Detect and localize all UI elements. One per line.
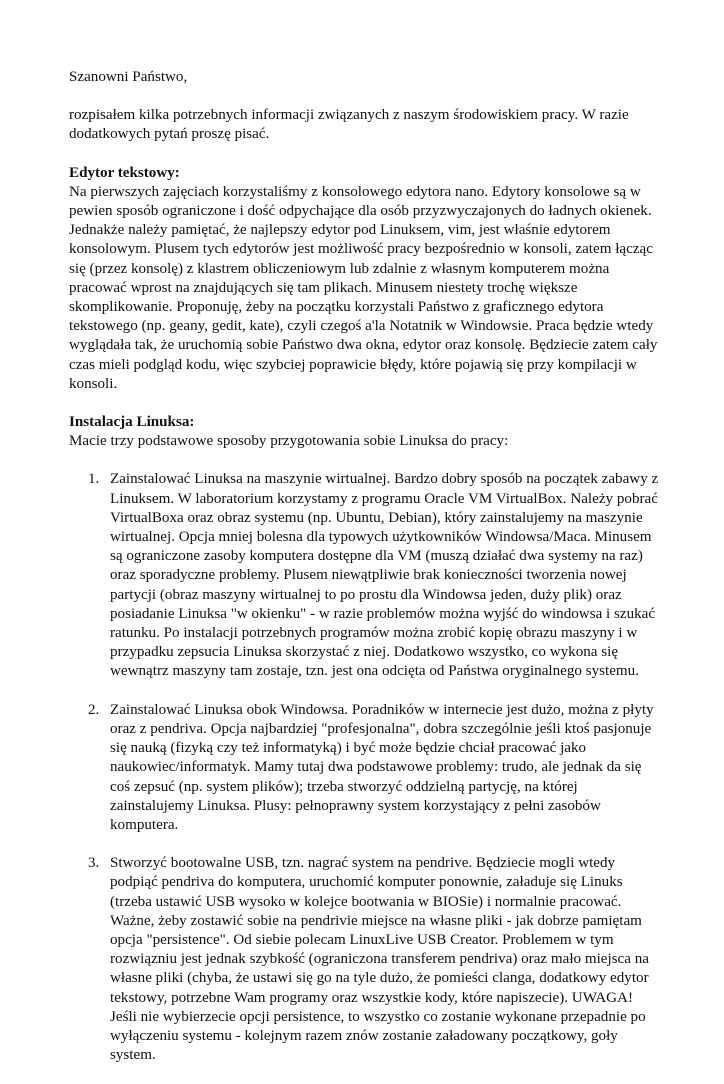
list-item-number: 1.: [88, 471, 100, 488]
editor-section-heading: Edytor tekstowy:: [69, 164, 180, 181]
list-item-number: 3.: [88, 855, 100, 872]
install-section: [69, 413, 661, 1065]
greeting: Szanowni Państwo,: [69, 69, 188, 85]
list-item-text: Stworzyć bootowalne USB, tzn. nagrać system na pendrive. Będziecie mogli wtedy podpiąć pendriva do komputera, uruchomić komputer ponownie, załaduje się Linuks (trzeba ustawić USB wysoko w kolejce bootwania w BIOSie) i normalnie pracować. Ważne, żeby zostawić sobie na pendrivie miejsce na własne pliki - jak dobrze pamiętam opcja "persistence". Od siebie polecam LinuxLive USB Creator. Problemem w tym rozwiązniu jest jednak szybkość (ograniczona transferem pendriva) oraz mało miejsca na własne pliki (chyba, że ustawi się go na tyle dużo, że pomieści clanga, dodatkowy edytor tekstowy, potrzebne Wam programy oraz wszystkie kody, które napiszecie). UWAGA! Jeśli nie wybierzecie opcji persistence, to wszystko co zostanie wykonane przepadnie po wyłączeniu systemu - kolejnym razem znów zostanie załadowany początkowy, goły system.: [110, 855, 649, 1064]
editor-section-body: Na pierwszych zajęciach korzystaliśmy z konsolowego edytora nano. Edytory konsolowe są w pewien sposób ograniczone i dość odpychające dla osób przyzwyczajonych do ładnych okienek. Jednakże należy pamiętać, że najlepszy edytor pod Linuksem, vim, jest właśnie edytorem konsolowym. Plusem tych edytorów jest możliwość pracy bezpośrednio w konsoli, zatem łącząc się (przez konsolę) z klastrem obliczeniowym lub zdalnie z własnym komputerem można pracować wprost na znajdujących się tam plikach. Minusem niestety trochę większe skomplikowanie. Proponuję, żeby na początku korzystali Państwo z graficznego edytora tekstowego (np. geany, gedit, kate), czyli czegoś a'la Notatnik w Windowsie. Praca będzie wtedy wyglądała tak, że uruchomią sobie Państwo dwa okna, edytor oraz konsolę. Będziecie zatem cały czas mieli podgląd kodu, więc szybciej poprawicie błędy, które pojawią się przy kompilacji w konsoli.: [69, 183, 658, 392]
install-section-heading: Instalacja Linuksa:: [69, 414, 195, 431]
intro-paragraph: rozpisałem kilka potrzebnych informacji związanych z naszym środowiskiem pracy. W razie dodatkowych pytań proszę pisać.: [69, 107, 629, 143]
list-item-text: Zainstalować Linuksa obok Windowsa. Poradników w internecie jest dużo, można z płyty oraz z pendriva. Opcja najbardziej "profesjonalna", dobra szczególnie jeśli ktoś pasjonuje się nauką (fizyką czy też informatyką) i być może będzie chciał pracować jako naukowiec/informatyk. Mamy tutaj dwa podstawowe problemy: trudo, ale jednak da się coś zepsuć (np. system plików); trzeba stworzyć oddzielną partycję, na której zainstalujemy Linuksa. Plusy: pełnoprawny system korzystający z pełni zasobów komputera.: [110, 701, 654, 833]
list-item: [69, 854, 661, 1065]
editor-section: [69, 164, 661, 394]
list-item-number: 2.: [88, 701, 100, 718]
install-section-lead: Macie trzy podstawowe sposoby przygotowania sobie Linuksa do pracy:: [69, 433, 509, 450]
list-item: [69, 701, 661, 835]
document-page: [69, 68, 661, 1084]
install-options-list: [69, 470, 661, 1065]
list-item-text: Zainstalować Linuksa na maszynie wirtualnej. Bardzo dobry sposób na początek zabawy z Linuksem. W laboratorium korzystamy z programu Oracle VM VirtualBox. Należy pobrać VirtualBoxa oraz obraz systemu (np. Ubuntu, Debian), który zainstalujemy na maszynie wirtualnej. Opcja mniej bolesna dla typowych użytkowników Windowsa/Maca. Minusem są ograniczone zasoby komputera dostępne dla VM (muszą działać dwa systemy na raz) oraz sporadyczne problemy. Plusem niewątpliwie brak konieczności tworzenia nowej partycji (obraz maszyny wirtualnej to po prostu dla Windowsa jeden, duży plik) oraz posiadanie Linuksa "w okienku" - w razie problemów można wyjść do windowsa i szukać ratunku. Po instalacji potrzebnych programów można zrobić kopię obrazu maszyny i w przypadku zepsucia Linuksa skorzystać z niej. Dodatkowo wszystko, co wykona się wewnątrz maszyny tam zostaje, tzn. jest ona odcięta od Państwa oryginalnego systemu.: [110, 471, 659, 680]
list-item: [69, 470, 661, 681]
